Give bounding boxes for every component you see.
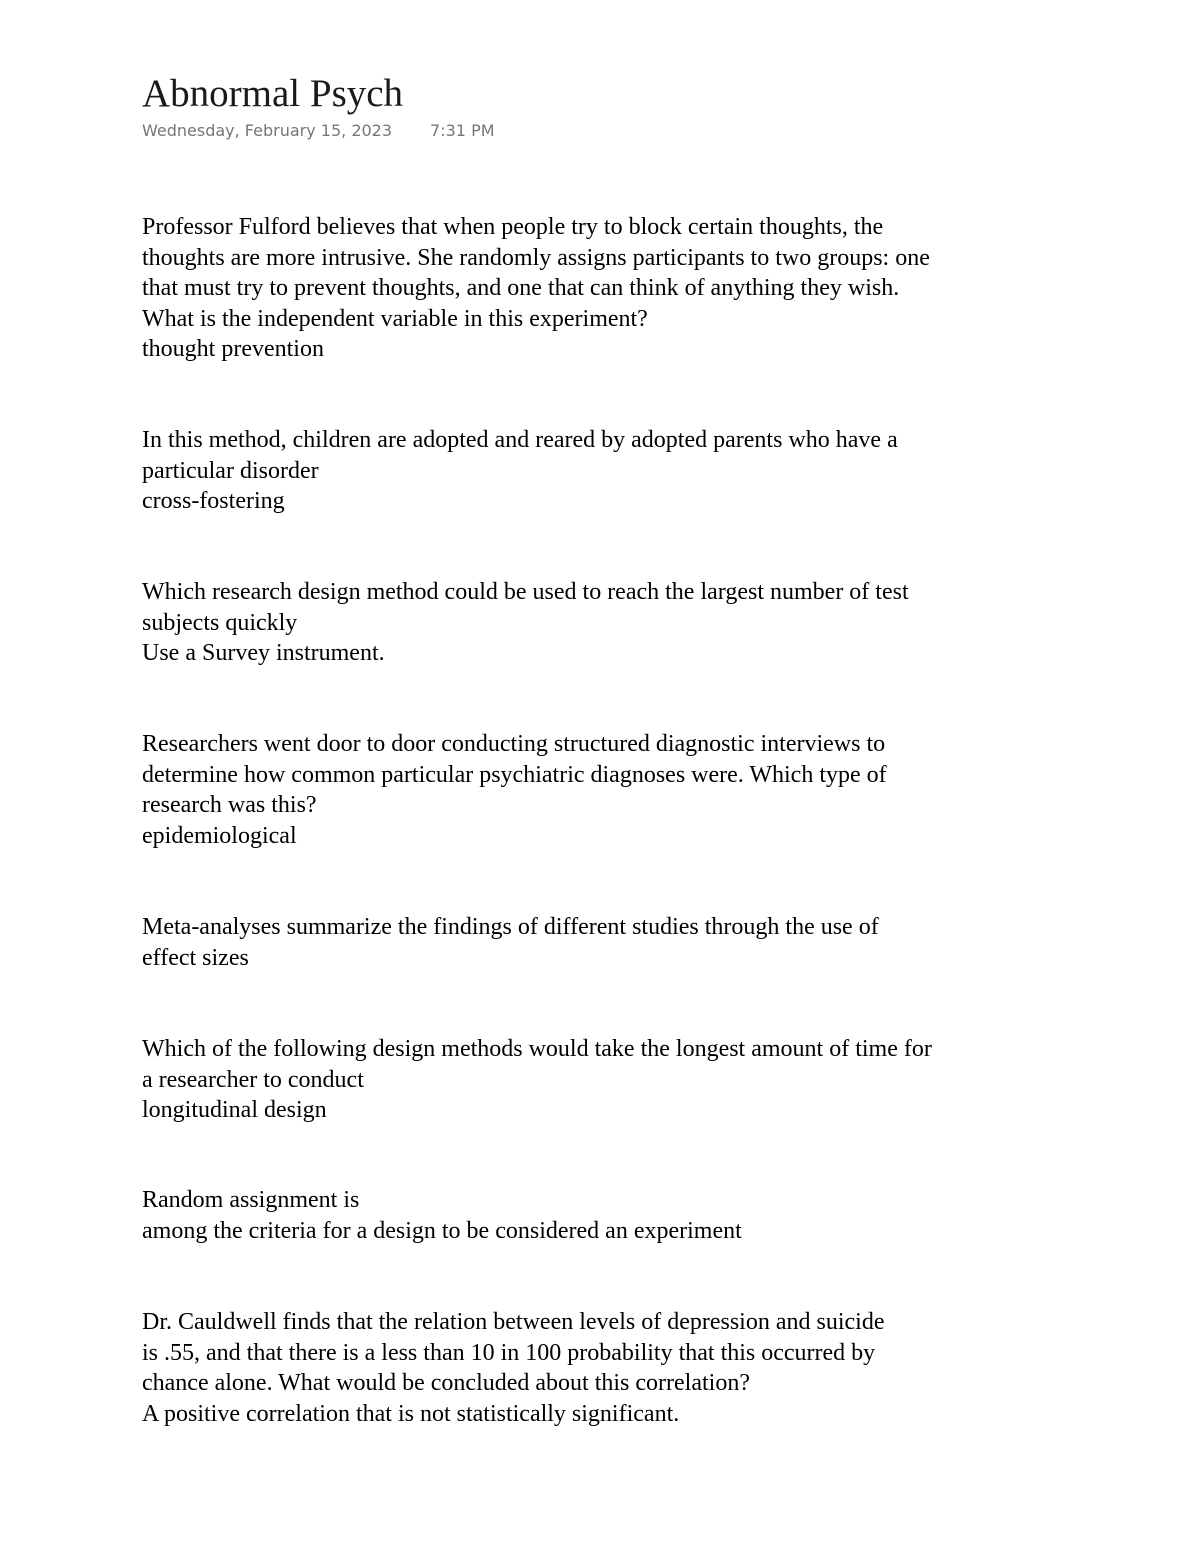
note-answer: cross-fostering bbox=[142, 488, 285, 514]
note-block-4[interactable] bbox=[142, 729, 1082, 851]
note-line: Meta-analyses summarize the findings of different studies through the use of bbox=[142, 914, 879, 940]
note-line: research was this? bbox=[142, 792, 317, 818]
note-line: Which research design method could be used to reach the largest number of test bbox=[142, 579, 909, 605]
page-time: 7:31 PM bbox=[430, 121, 495, 140]
note-answer: among the criteria for a design to be considered an experiment bbox=[142, 1217, 742, 1244]
note-answer: thought prevention bbox=[142, 336, 324, 362]
note-block-3[interactable] bbox=[142, 577, 1082, 669]
note-line: Which of the following design methods would take the longest amount of time for bbox=[142, 1036, 932, 1062]
note-line: Dr. Cauldwell finds that the relation between levels of depression and suicide bbox=[142, 1309, 885, 1335]
note-answer: effect sizes bbox=[142, 944, 249, 971]
note-block-5[interactable] bbox=[142, 912, 1082, 973]
note-line: What is the independent variable in this experiment? bbox=[142, 305, 648, 332]
note-block-7[interactable] bbox=[142, 1185, 1082, 1246]
note-line: is .55, and that there is a less than 10 in 100 probability that this occurred by bbox=[142, 1339, 876, 1366]
note-answer: longitudinal design bbox=[142, 1097, 327, 1123]
note-answer: A positive correlation that is not statistically significant. bbox=[142, 1400, 680, 1427]
note-block-6[interactable] bbox=[142, 1034, 1082, 1126]
note-line: that must try to prevent thoughts, and one that can think of anything they wish. bbox=[142, 275, 900, 301]
note-line: Random assignment is bbox=[142, 1187, 360, 1213]
note-line: Professor Fulford believes that when people try to block certain thoughts, the bbox=[142, 214, 884, 240]
note-line: particular disorder bbox=[142, 457, 319, 484]
note-line: In this method, children are adopted and reared by adopted parents who have a bbox=[142, 427, 898, 453]
note-line: chance alone. What would be concluded about this correlation? bbox=[142, 1370, 750, 1396]
note-block-8[interactable] bbox=[142, 1307, 1082, 1429]
note-answer: Use a Survey instrument. bbox=[142, 640, 385, 666]
note-line: determine how common particular psychiatric diagnoses were. Which type of bbox=[142, 761, 887, 788]
page-date: Wednesday, February 15, 2023 bbox=[142, 121, 393, 140]
note-line: Researchers went door to door conducting structured diagnostic interviews to bbox=[142, 731, 886, 757]
note-answer: epidemiological bbox=[142, 822, 297, 849]
page-title[interactable]: Abnormal Psych bbox=[142, 72, 404, 115]
page-timestamp bbox=[142, 121, 495, 140]
note-line: subjects quickly bbox=[142, 609, 298, 636]
note-line: thoughts are more intrusive. She randomly assigns participants to two groups: one bbox=[142, 244, 930, 271]
note-block-2[interactable] bbox=[142, 425, 1082, 517]
note-line: a researcher to conduct bbox=[142, 1066, 364, 1093]
note-block-1[interactable] bbox=[142, 212, 1082, 365]
